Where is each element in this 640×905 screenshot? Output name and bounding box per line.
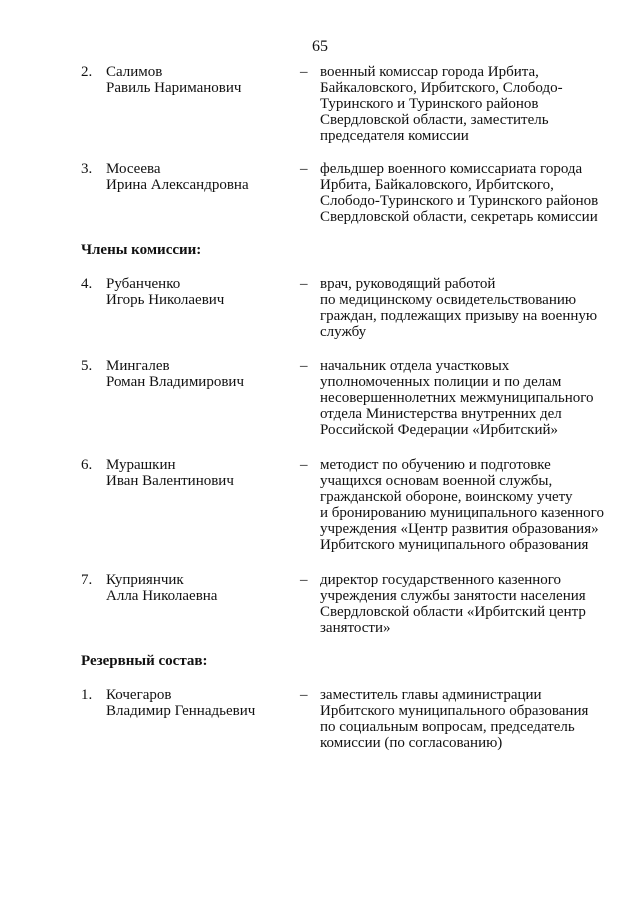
member-role [320,687,620,751]
separator-dash: – [300,572,308,588]
given-names: Роман Владимирович [106,374,244,390]
member-role [320,64,620,144]
entry-number: 3. [81,161,93,177]
role-line: уполномоченных полиции и по делам [320,374,562,390]
member-name [106,64,286,96]
role-line: Свердловской области «Ирбитский центр [320,604,586,620]
role-line: фельдшер военного комиссариата города [320,161,583,177]
role-line: учащихся основам военной службы, [320,473,553,489]
entry-number: 1. [81,687,93,703]
role-line: военный комиссар города Ирбита, [320,64,539,80]
given-names: Ирина Александровна [106,177,249,193]
role-line: Свердловской области, секретарь комиссии [320,209,598,225]
surname: Мингалев [106,358,170,374]
member-name [106,358,286,390]
separator-dash: – [300,358,308,374]
member-role [320,358,620,438]
given-names: Игорь Николаевич [106,292,225,308]
role-line: комиссии (по согласованию) [320,735,503,751]
role-line: Российской Федерации «Ирбитский» [320,422,558,438]
page-number: 65 [312,38,328,55]
member-role [320,457,620,553]
role-line: Байкаловского, Ирбитского, Слободо- [320,80,563,96]
entry-number: 7. [81,572,93,588]
entry-number: 6. [81,457,93,473]
entry-number: 2. [81,64,93,80]
role-line: учреждения «Центр развития образования» [320,521,599,537]
given-names: Владимир Геннадьевич [106,703,256,719]
separator-dash: – [300,276,308,292]
separator-dash: – [300,64,308,80]
surname: Кочегаров [106,687,172,703]
role-line: по медицинскому освидетельствованию [320,292,577,308]
role-line: Туринского и Туринского районов [320,96,539,112]
surname: Куприянчик [106,572,184,588]
separator-dash: – [300,457,308,473]
entry-number: 4. [81,276,93,292]
member-name [106,457,286,489]
role-line: по социальным вопросам, председатель [320,719,575,735]
section-heading-members: Члены комиссии: [81,242,202,258]
member-name [106,161,286,193]
member-name [106,572,286,604]
surname: Рубанченко [106,276,181,292]
role-line: начальник отдела участковых [320,358,510,374]
role-line: службу [320,324,367,340]
role-line: Ирбитского муниципального образования [320,537,589,553]
surname: Мурашкин [106,457,176,473]
role-line: занятости» [320,620,391,636]
member-role [320,276,620,340]
given-names: Иван Валентинович [106,473,234,489]
given-names: Равиль Нариманович [106,80,242,96]
role-line: методист по обучению и подготовке [320,457,551,473]
separator-dash: – [300,687,308,703]
role-line: Свердловской области, заместитель [320,112,549,128]
role-line: граждан, подлежащих призыву на военную [320,308,598,324]
role-line: гражданской обороне, воинскому учету [320,489,573,505]
member-role [320,161,620,225]
member-role [320,572,620,636]
role-line: председателя комиссии [320,128,469,144]
separator-dash: – [300,161,308,177]
role-line: Слободо-Туринского и Туринского районов [320,193,599,209]
role-line: Ирбита, Байкаловского, Ирбитского, [320,177,554,193]
member-name [106,276,286,308]
role-line: директор государственного казенного [320,572,562,588]
given-names: Алла Николаевна [106,588,218,604]
role-line: учреждения службы занятости населения [320,588,586,604]
role-line: и бронированию муниципального казенного [320,505,604,521]
role-line: врач, руководящий работой [320,276,496,292]
member-name [106,687,286,719]
role-line: заместитель главы администрации [320,687,542,703]
role-line: отдела Министерства внутренних дел [320,406,562,422]
role-line: Ирбитского муниципального образования [320,703,589,719]
entry-number: 5. [81,358,93,374]
section-heading-reserve: Резервный состав: [81,653,208,669]
role-line: несовершеннолетних межмуниципального [320,390,594,406]
surname: Мосеева [106,161,161,177]
surname: Салимов [106,64,163,80]
